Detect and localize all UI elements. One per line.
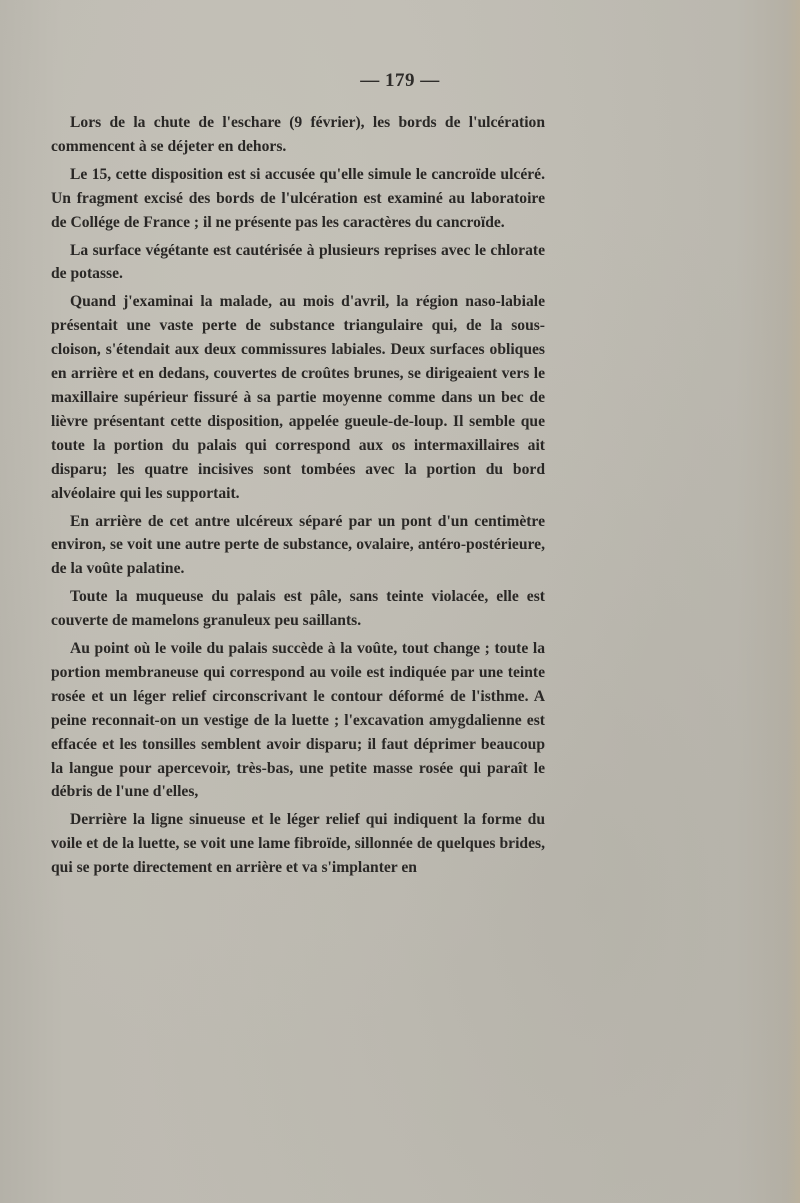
page-edge-shading (786, 0, 800, 1203)
paragraph: Derrière la ligne sinueuse et le léger relief qui indiquent la forme du voile et de la luette, se voit une lame fibroïde, sillonnée de quelques brides, qui se porte directement en arrière et va s'implanter en (51, 811, 545, 877)
paragraph: En arrière de cet antre ulcéreux séparé par un pont d'un centimètre environ, se voit une autre perte de substance, ovalaire, antéro-postérieure, de la voûte palatine. (51, 512, 545, 578)
body-text (51, 111, 545, 884)
page-number: — 179 — (360, 70, 440, 91)
paragraph: Au point où le voile du palais succède à la voûte, tout change ; toute la portion membraneuse qui correspond au voile est indiquée par une teinte rosée et un léger relief circonscrivant le contour déformé de l'isthme. A peine reconnait-on un vestige de la luette ; l'excavation amygdalienne est effacée et les tonsilles semblent avoir disparu; il faut déprimer beaucoup la langue pour apercevoir, très-bas, une petite masse rosée qui paraît le débris de l'une d'elles, (51, 640, 545, 801)
paragraph: Le 15, cette disposition est si accusée qu'elle simule le cancroïde ulcéré. Un fragment excisé des bords de l'ulcération est examiné au laboratoire de Collége de France ; il ne présente pas les caractères du cancroïde. (51, 165, 545, 231)
paragraph: Quand j'examinai la malade, au mois d'avril, la région naso-labiale présentait une vaste perte de substance triangulaire qui, de la sous-cloison, s'étendait aux deux commissures labiales. Deux surfaces obliques en arrière et en dedans, couvertes de croûtes brunes, se dirigeaient vers le maxillaire supérieur fissuré à sa partie moyenne comme dans un bec de lièvre présentant cette disposition, appelée gueule-de-loup. Il semble que toute la portion du palais qui correspond aux os intermaxillaires ait disparu; les quatre incisives sont tombées avec la portion du bord alvéolaire qui les supportait. (51, 293, 545, 502)
paragraph: Toute la muqueuse du palais est pâle, sans teinte violacée, elle est couverte de mamelons granuleux peu saillants. (51, 588, 545, 630)
paragraph: La surface végétante est cautérisée à plusieurs reprises avec le chlorate de potasse. (51, 241, 545, 283)
paragraph: Lors de la chute de l'eschare (9 février), les bords de l'ulcération commencent à se déjeter en dehors. (51, 114, 545, 155)
